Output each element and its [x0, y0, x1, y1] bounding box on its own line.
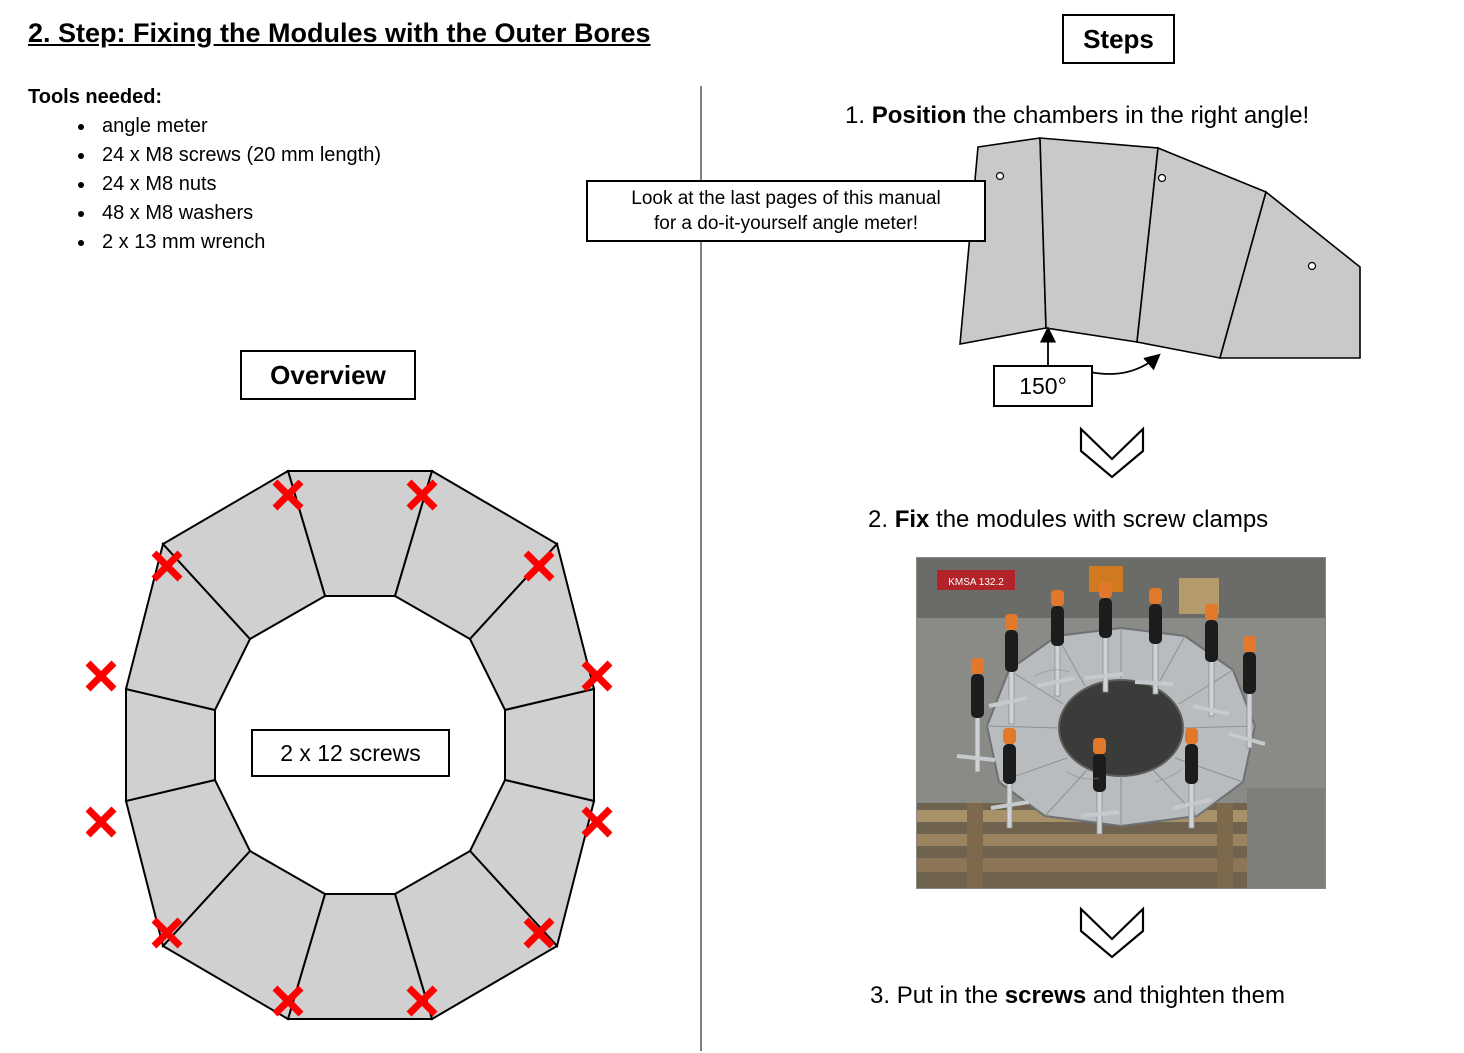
note-line-1: Look at the last pages of this manual [631, 188, 941, 209]
list-item: • 2 x 13 mm wrench [96, 228, 381, 257]
step-1-rest: the chambers in the right angle! [966, 102, 1310, 129]
step-3-number: 3. [870, 982, 891, 1009]
steps-heading-box: Steps [1062, 14, 1175, 64]
list-item: • 48 x M8 washers [96, 199, 381, 228]
angle-value-box: 150° [993, 365, 1093, 407]
step-2-number: 2. [868, 506, 889, 533]
step-3-caption [870, 982, 1285, 1010]
step-2-caption [868, 506, 1268, 534]
screw-clamps-photo [916, 557, 1326, 889]
screws-count-box: 2 x 12 screws [251, 729, 450, 777]
chamber-panels [960, 138, 1360, 358]
step-1-chamber-angle-diagram [930, 130, 1390, 380]
tools-list [62, 112, 381, 257]
step-2-rest: the modules with screw clamps [929, 506, 1269, 533]
step-1-number: 1. [845, 102, 866, 129]
down-arrow-icon-1 [1073, 425, 1151, 481]
list-item: • 24 x M8 screws (20 mm length) [96, 141, 381, 170]
svg-text:KMSA 132.2: KMSA 132.2 [948, 577, 1004, 588]
down-arrow-icon-2 [1073, 905, 1151, 961]
photo-content [917, 558, 1325, 888]
step-3-prefix: Put in the [896, 982, 1005, 1009]
step-3-bold: screws [1004, 982, 1087, 1009]
note-line-2: for a do-it-yourself angle meter! [653, 213, 918, 234]
step-1-caption [845, 102, 1309, 130]
step-1-bold: Position [871, 102, 967, 129]
list-item: • angle meter [96, 112, 381, 141]
step-3-rest: and thighten them [1086, 982, 1285, 1009]
x-marker [88, 809, 114, 835]
page-title: 2. Step: Fixing the Modules with the Outer Bores [28, 18, 651, 48]
list-item: • 24 x M8 nuts [96, 170, 381, 199]
overview-heading-box: Overview [240, 350, 416, 400]
x-marker [88, 663, 114, 689]
manual-note-box [586, 180, 986, 242]
step-2-bold: Fix [894, 506, 930, 533]
tools-heading: Tools needed: [28, 86, 163, 108]
